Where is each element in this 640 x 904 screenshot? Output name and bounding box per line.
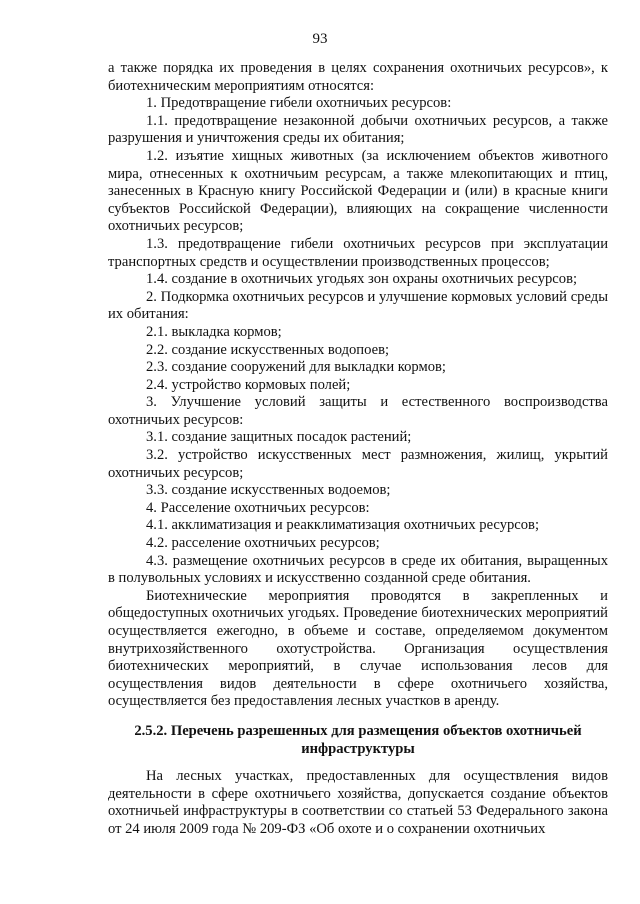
list-item: 4.2. расселение охотничьих ресурсов; (146, 535, 380, 552)
list-item: 4. Расселение охотничьих ресурсов: (146, 499, 370, 516)
list-item: 1.4. создание в охотничьих угодьях зон охраны охотничьих ресурсов; (146, 271, 578, 288)
list-item: 1.2. изъятие хищных животных (за исключением объектов животного мира, отнесенных к охотничьим ресурсам, а также млекопитающих и птиц, занесенных в Красную книгу Российской Федерации и (или) в красные книги субъектов Российской Федерации), влияющих на сокращение численности охотничьих ресурсов; (108, 147, 608, 235)
document-body (108, 60, 608, 839)
list-item: 1.3. предотвращение гибели охотничьих ресурсов при эксплуатации транспортных средств и осуществлении производственных процессов; (108, 235, 608, 270)
list-item: 2.3. создание сооружений для выкладки кормов; (146, 359, 446, 376)
list-item: 3.1. создание защитных посадок растений; (146, 429, 412, 446)
section-heading: 2.5.2. Перечень разрешенных для размещения объектов охотничьей инфраструктуры (134, 722, 582, 757)
paragraph: а также порядка их проведения в целях сохранения охотничьих ресурсов», к биотехническим мероприятиям относятся: (108, 60, 608, 94)
list-item: 2.2. создание искусственных водопоев; (146, 341, 390, 358)
list-item: 4.3. размещение охотничьих ресурсов в среде их обитания, выращенных в полувольных условиях и искусственно созданной среде обитания. (108, 552, 608, 587)
paragraph: Биотехнические мероприятия проводятся в закрепленных и общедоступных охотничьих угодьях. Проведение биотехнических мероприятий осуществляется ежегодно, в объеме и составе, определяемом документом внутрихозяйственного охотустройства. Организация осуществления биотехнических мероприятий, в случае использования лесов для осуществления видов деятельности в сфере охотничьего хозяйства, осуществляется без предоставления лесных участков в аренду. (108, 587, 608, 710)
list-item: 2.1. выкладка кормов; (146, 323, 282, 340)
list-item: 1. Предотвращение гибели охотничьих ресурсов: (146, 95, 452, 112)
list-item: 2.4. устройство кормовых полей; (146, 376, 351, 393)
list-item: 3. Улучшение условий защиты и естественного воспроизводства охотничьих ресурсов: (108, 394, 608, 428)
list-item: 3.3. создание искусственных водоемов; (146, 482, 391, 499)
page-number: 93 (312, 31, 328, 47)
paragraph: На лесных участках, предоставленных для осуществления видов деятельности в сфере охотничьего хозяйства, допускается создание объектов охотничьей инфраструктуры в соответствии со статьей 53 Федерального закона от 24 июля 2009 года № 209-ФЗ «Об охоте и о сохранении охотничьих (108, 768, 608, 837)
list-item: 4.1. акклиматизация и реакклиматизация охотничьих ресурсов; (146, 517, 540, 534)
list-item: 1.1. предотвращение незаконной добычи охотничьих ресурсов, а также разрушения и уничтожения среды их обитания; (108, 112, 608, 147)
list-item: 3.2. устройство искусственных мест размножения, жилищ, укрытий охотничьих ресурсов; (108, 447, 608, 481)
list-item: 2. Подкормка охотничьих ресурсов и улучшение кормовых условий среды их обитания: (108, 288, 608, 323)
